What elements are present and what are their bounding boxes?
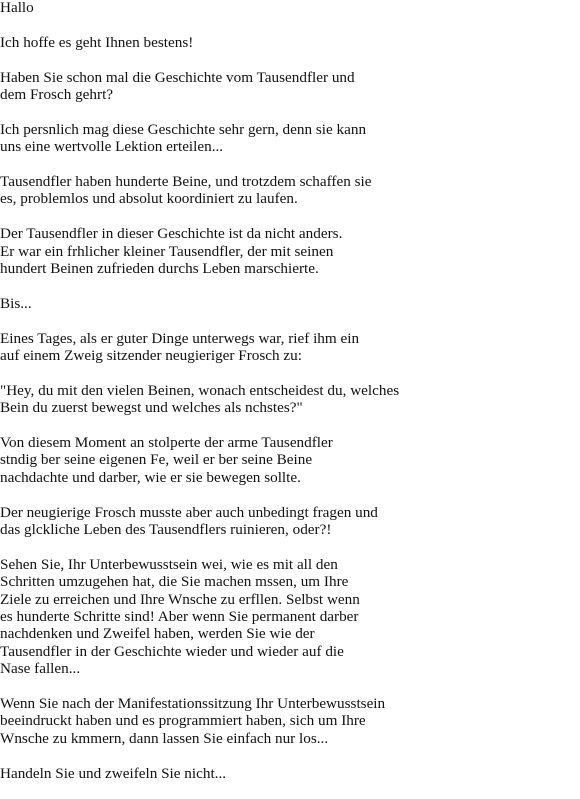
paragraph-centipede (0, 225, 580, 277)
text-line: "Hey, du mit den vielen Beinen, wonach entscheidest du, welches (0, 381, 400, 399)
text-line: das glckliche Leben des Tausendflers ruinieren, oder?! (0, 521, 332, 539)
text-line: Er war ein frhlicher kleiner Tausendfler, der mit seinen (0, 242, 334, 260)
paragraph-wish (0, 34, 580, 51)
text-line: Haben Sie schon mal die Geschichte vom Tausendfler und (0, 68, 355, 86)
text-line: Bein du zuerst bewegst und welches als nchstes?" (0, 399, 303, 417)
paragraph-stumble (0, 434, 580, 486)
text-line: es hunderte Schritte sind! Aber wenn Sie permanent darber (0, 608, 359, 626)
text-line: dem Frosch gehrt? (0, 86, 114, 103)
text-line: Der Tausendfler in dieser Geschichte ist da nicht anders. (0, 225, 343, 243)
paragraph-frog (0, 330, 580, 365)
text-line: Tausendfler in der Geschichte wieder und wieder auf die (0, 642, 344, 660)
text-line: auf einem Zweig sitzender neugieriger Frosch zu: (0, 347, 302, 365)
paragraph-lesson (0, 121, 580, 156)
text-line: Ich persnlich mag diese Geschichte sehr gern, denn sie kann (0, 120, 367, 138)
paragraph-ruin (0, 504, 580, 539)
text-line: es, problemlos und absolut koordiniert zu laufen. (0, 190, 298, 208)
text-line: nachdachte und darber, wie er sie bewegen sollte. (0, 468, 301, 486)
text-line: Schritten umzugehen hat, die Sie machen mssen, um Ihre (0, 573, 349, 591)
text-line: stndig ber seine eigenen Fe, weil er ber seine Beine (0, 451, 313, 469)
text-line: Eines Tages, als er guter Dinge unterwegs war, rief ihm ein (0, 329, 360, 347)
paragraph-until (0, 295, 580, 312)
text-line: uns eine wertvolle Lektion erteilen... (0, 138, 224, 156)
paragraph-greeting (0, 0, 580, 16)
paragraph-legs (0, 173, 580, 208)
text-line: Wenn Sie nach der Manifestationssitzung Ihr Unterbewusstsein (0, 695, 386, 713)
paragraph-subconscious (0, 556, 580, 678)
text-line: Nase fallen... (0, 660, 81, 678)
text-line: Wnsche zu kmmern, dann lassen Sie einfach nur los... (0, 729, 329, 747)
paragraph-question (0, 69, 580, 104)
text-line: Hallo (0, 0, 34, 16)
text-line: Bis... (0, 294, 32, 312)
text-line: Ich hoffe es geht Ihnen bestens! (0, 33, 194, 51)
paragraph-frog-quote (0, 382, 580, 417)
text-line: Ziele zu erreichen und Ihre Wnsche zu erfllen. Selbst wenn (0, 590, 360, 608)
text-line: Sehen Sie, Ihr Unterbewusstsein wei, wie es mit all den (0, 555, 338, 573)
text-line: Von diesem Moment an stolperte der arme Tausendfler (0, 434, 333, 452)
text-line: beeindruckt haben und es programmiert haben, sich um Ihre (0, 712, 366, 730)
text-line: Tausendfler haben hunderte Beine, und trotzdem schaffen sie (0, 173, 372, 190)
text-line: Handeln Sie und zweifeln Sie nicht... (0, 764, 227, 782)
paragraph-act (0, 765, 580, 782)
paragraph-manifestation (0, 695, 580, 747)
text-line: hundert Beinen zufrieden durchs Leben marschierte. (0, 260, 319, 278)
text-line: nachdenken und Zweifel haben, werden Sie wie der (0, 625, 315, 643)
text-line: Der neugierige Frosch musste aber auch unbedingt fragen und (0, 503, 378, 521)
